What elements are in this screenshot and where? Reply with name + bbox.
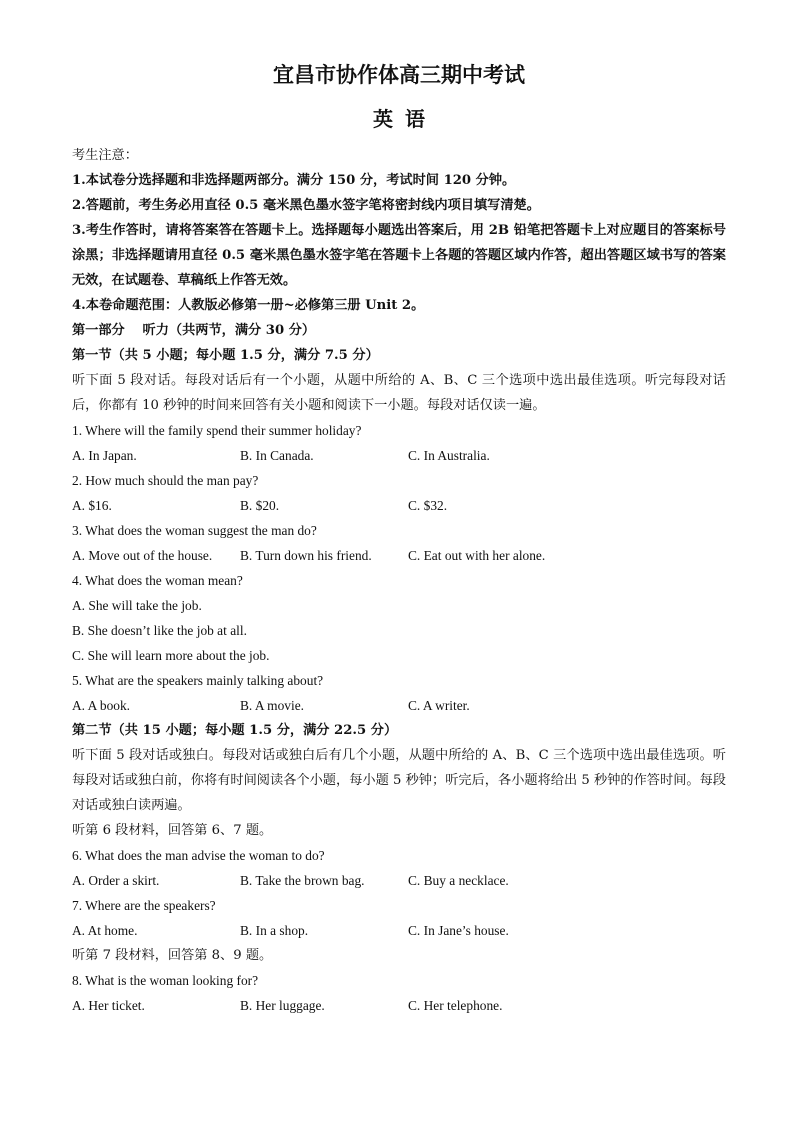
question-1-stem: 1. Where will the family spend their summer holiday? [72,423,362,438]
option-c[interactable]: C. $32. [408,498,448,513]
question-1-options [72,443,726,468]
option-b[interactable]: B. A movie. [240,698,304,713]
option-b[interactable]: B. In a shop. [240,923,309,938]
option-c[interactable]: C. Her telephone. [408,998,503,1013]
option-a[interactable]: A. She will take the job. [72,598,202,613]
exam-title: 宜昌市协作体高三期中考试 [273,62,525,87]
material-7-note: 听第 7 段材料，回答第 8、9 题。 [72,948,273,963]
option-a[interactable]: A. In Japan. [72,448,137,463]
question-2-options [72,493,726,518]
option-b[interactable]: B. Take the brown bag. [240,873,365,888]
option-c[interactable]: C. In Jane’s house. [408,923,509,938]
option-a[interactable]: A. At home. [72,923,138,938]
question-8-options [72,993,726,1018]
note-item-1: 1.本试卷分选择题和非选择题两部分。满分 150 分，考试时间 120 分钟。 [72,173,516,188]
note-item-3: 3.考生作答时，请将答案答在答题卡上。选择题每小题选出答案后，用 2B 铅笔把答题卡上对应题目的答案标号涂黑；非选择题请用直径 0.5 毫米黑色墨水签字笔在答题卡上各题的答题区域内作答，超出答题区域书写的答案无效，在试题卷、草稿纸上作答无效。 [72,223,726,288]
option-a[interactable]: A. A book. [72,698,131,713]
question-4-stem: 4. What does the woman mean? [72,573,243,588]
option-c[interactable]: C. In Australia. [408,448,490,463]
question-3-stem: 3. What does the woman suggest the man do? [72,523,317,538]
section2-heading: 第二节（共 15 小题；每小题 1.5 分，满分 22.5 分） [72,723,398,738]
option-a[interactable]: A. Move out of the house. [72,548,213,563]
option-b[interactable]: B. In Canada. [240,448,314,463]
note-item-2: 2.答题前，考生务必用直径 0.5 毫米黑色墨水签字笔将密封线内项目填写清楚。 [72,198,540,213]
option-a[interactable]: A. $16. [72,498,112,513]
subject-title: 英语 [373,107,437,131]
question-3-options [72,543,726,568]
option-a[interactable]: A. Order a skirt. [72,873,160,888]
note-item-4: 4.本卷命题范围：人教版必修第一册~必修第三册 Unit 2。 [72,298,425,313]
notes-heading: 考生注意： [72,148,138,163]
question-2-stem: 2. How much should the man pay? [72,473,259,488]
option-c[interactable]: C. She will learn more about the job. [72,648,270,663]
question-6-stem: 6. What does the man advise the woman to do? [72,848,325,863]
question-5-options [72,693,726,718]
question-8-stem: 8. What is the woman looking for? [72,973,259,988]
question-5-stem: 5. What are the speakers mainly talking about? [72,673,324,688]
section1-heading: 第一节（共 5 小题；每小题 1.5 分，满分 7.5 分） [72,348,379,363]
part1-heading: 第一部分 听力（共两节，满分 30 分） [72,323,316,338]
question-6-options [72,868,726,893]
section2-instructions: 听下面 5 段对话或独白。每段对话或独白后有几个小题，从题中所给的 A、B、C 三个选项中选出最佳选项。听每段对话或独白前，你将有时间阅读各个小题，每小题 5 秒钟；听完后，各小题将给出 5 秒钟的作答时间。每段对话或独白读两遍。 [72,748,726,813]
option-b[interactable]: B. Her luggage. [240,998,325,1013]
question-7-options [72,918,726,943]
option-b[interactable]: B. Turn down his friend. [240,548,372,563]
option-c[interactable]: C. Eat out with her alone. [408,548,546,563]
exam-page [72,60,726,1018]
option-c[interactable]: C. A writer. [408,698,470,713]
option-c[interactable]: C. Buy a necklace. [408,873,509,888]
section1-instructions: 听下面 5 段对话。每段对话后有一个小题，从题中所给的 A、B、C 三个选项中选出最佳选项。听完每段对话后，你都有 10 秒钟的时间来回答有关小题和阅读下一小题。每段对话仅读一遍。 [72,373,726,413]
material-6-note: 听第 6 段材料，回答第 6、7 题。 [72,823,273,838]
option-a[interactable]: A. Her ticket. [72,998,145,1013]
option-b[interactable]: B. She doesn’t like the job at all. [72,623,247,638]
option-b[interactable]: B. $20. [240,498,280,513]
question-7-stem: 7. Where are the speakers? [72,898,216,913]
